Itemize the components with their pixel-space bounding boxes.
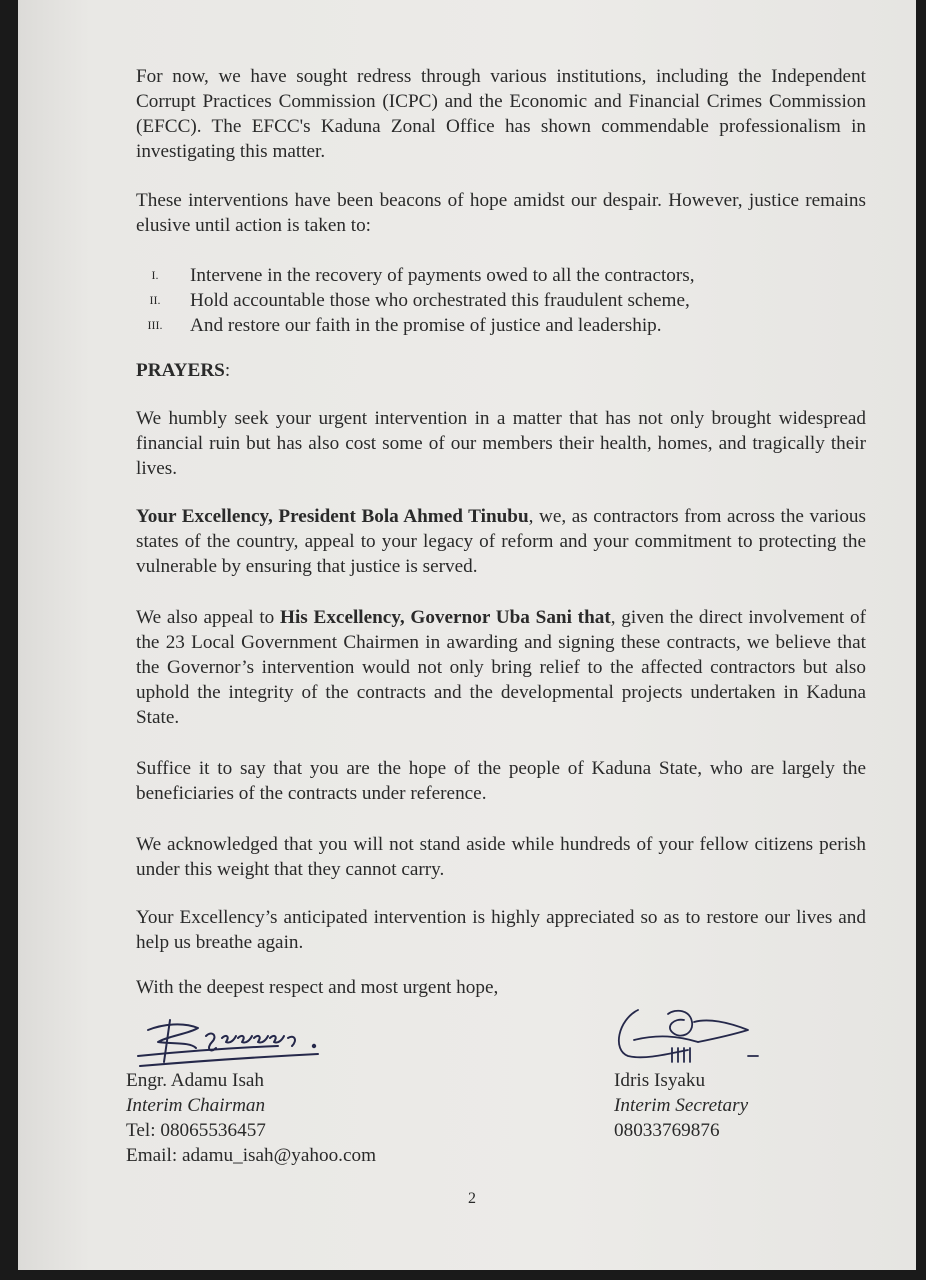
chairman-phone: Tel: 08065536457 <box>126 1120 266 1141</box>
chairman-email: Email: adamu_isah@yahoo.com <box>126 1145 376 1166</box>
governor-name: His Excellency, Governor Uba Sani that <box>280 607 611 628</box>
paragraph-redress: For now, we have sought redress through various institutions, including the Independent Corrupt Practices Commission (ICPC) and the Economic and Financial Crimes Commission (EFCC). The EFCC's Kaduna Zonal Office has shown commendable professionalism in investigating this matter. <box>136 66 866 162</box>
governor-appeal-lead: We also appeal to <box>136 607 281 628</box>
list-number: II. <box>149 293 161 307</box>
paragraph-appreciation: Your Excellency’s anticipated intervention is highly appreciated so as to restore our lives and help us breathe again. <box>136 907 866 953</box>
closing-line: With the deepest respect and most urgent hope, <box>136 977 499 998</box>
prayers-heading-text: PRAYERS <box>136 360 225 381</box>
list-number: I. <box>151 268 159 282</box>
paragraph-interventions: These interventions have been beacons of hope amidst our despair. However, justice remains elusive until action is taken to: <box>136 190 866 236</box>
chairman-signature-block <box>126 1068 376 1168</box>
paragraph-governor-appeal <box>136 605 866 730</box>
secretary-name: Idris Isyaku <box>614 1070 706 1091</box>
list-text: Intervene in the recovery of payments owed to all the contractors, <box>190 265 695 286</box>
action-list <box>136 263 866 338</box>
prayers-heading-colon: : <box>224 360 231 381</box>
paragraph-suffice: Suffice it to say that you are the hope of the people of Kaduna State, who are largely the beneficiaries of the contracts under reference. <box>136 758 866 804</box>
president-appeal-text: , we, as contractors from across the various states of the country, appeal to your legacy of reform and your commitment to protecting the vulnerable by ensuring that justice is served. <box>136 506 866 577</box>
page-number: 2 <box>468 1190 476 1207</box>
list-text: And restore our faith in the promise of justice and leadership. <box>190 315 662 336</box>
document-page <box>18 0 916 1270</box>
list-item <box>136 288 866 313</box>
prayers-heading <box>136 360 230 382</box>
president-name: Your Excellency, President Bola Ahmed Tinubu <box>136 506 529 527</box>
paragraph-acknowledged: We acknowledged that you will not stand aside while hundreds of your fellow citizens perish under this weight that they cannot carry. <box>136 834 866 880</box>
list-text: Hold accountable those who orchestrated this fraudulent scheme, <box>190 290 690 311</box>
secretary-title: Interim Secretary <box>614 1095 749 1116</box>
secretary-signature-block <box>614 1068 748 1143</box>
list-number: III. <box>147 318 163 332</box>
chairman-title: Interim Chairman <box>126 1095 266 1116</box>
chairman-signature-icon <box>118 1012 358 1072</box>
list-item <box>136 313 866 338</box>
paragraph-president-appeal <box>136 504 866 579</box>
paragraph-humbly-seek: We humbly seek your urgent intervention in a matter that has not only brought widespread financial ruin but has also cost some of our members their health, homes, and tragically their lives. <box>136 408 866 479</box>
list-item <box>136 263 866 288</box>
secretary-signature-icon <box>598 1000 778 1070</box>
chairman-name: Engr. Adamu Isah <box>126 1070 265 1091</box>
secretary-phone: 08033769876 <box>614 1120 720 1141</box>
governor-appeal-text: , given the direct involvement of the 23 Local Government Chairmen in awarding and signing these contracts, we believe that the Governor’s intervention would not only bring relief to the affected contractors but also uphold the integrity of the contracts and the developmental projects undertaken in Kaduna State. <box>136 607 866 728</box>
